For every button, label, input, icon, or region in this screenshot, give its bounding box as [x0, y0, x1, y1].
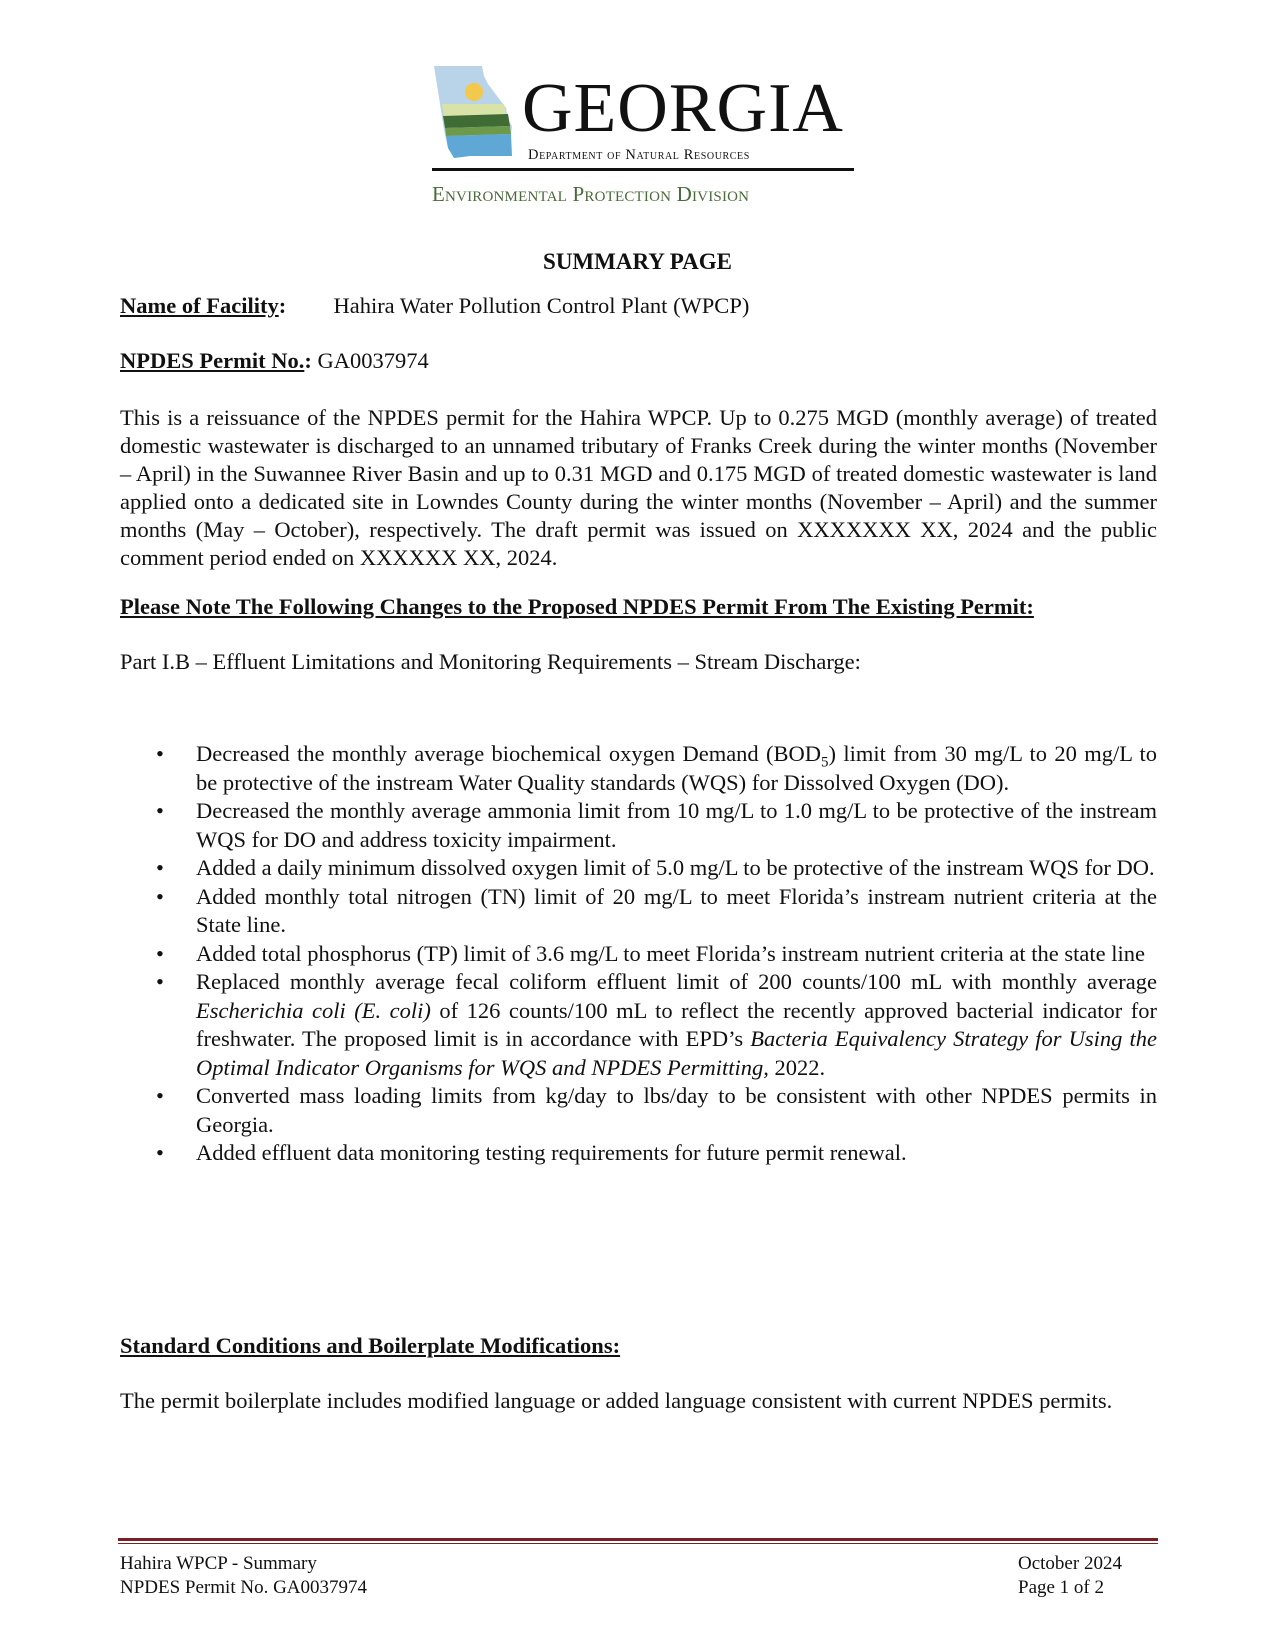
bullet-ecoli-text-c: 2022. — [768, 1054, 826, 1080]
list-item: • Added effluent data monitoring testing requirements for future permit renewal. — [120, 1139, 1157, 1168]
list-item: • Added monthly total nitrogen (TN) limit of 20 mg/L to meet Florida’s instream nutrient criteria at the State line. — [120, 883, 1157, 940]
list-item: • Converted mass loading limits from kg/day to lbs/day to be consistent with other NPDES permits in Georgia. — [120, 1082, 1157, 1139]
list-item: • Added a daily minimum dissolved oxygen limit of 5.0 mg/L to be protective of the instream WQS for DO. — [120, 854, 1157, 883]
facility-value: Hahira Water Pollution Control Plant (WPCP) — [333, 293, 750, 318]
georgia-state-map-icon — [430, 64, 520, 164]
footer-document-name: Hahira WPCP - Summary — [120, 1553, 317, 1574]
bullet-ecoli-species: Escherichia coli (E. coli) — [196, 997, 431, 1023]
changes-list — [120, 740, 1157, 1168]
permit-field: NPDES Permit No.: GA0037974 — [120, 348, 429, 373]
footer-divider-thin — [118, 1543, 1158, 1544]
list-item: • Added total phosphorus (TP) limit of 3.6 mg/L to meet Florida’s instream nutrient criteria at the state line — [120, 940, 1157, 969]
standard-conditions-heading: Standard Conditions and Boilerplate Modifications: — [120, 1333, 621, 1358]
intro-paragraph: This is a reissuance of the NPDES permit for the Hahira WPCP. Up to 0.275 MGD (monthly average) of treated domestic wastewater is discharged to an unnamed tributary of Franks Creek during the winter months (November – April) in the Suwannee River Basin and up to 0.31 MGD and 0.175 MGD of treated domestic wastewater is land applied onto a dedicated site in Lowndes County during the winter months (November – April) and the summer months (May – October), respectively. The draft permit was issued on XXXXXXX XX, 2024 and the public comment period ended on XXXXXX XX, 2024. — [120, 405, 1157, 570]
bullet-ecoli-strategy-title: Bacteria Equivalency Strategy for Using the Optimal Indicator Organisms for WQS and NPDES Permitting, — [196, 1026, 1158, 1080]
list-item: • Decreased the monthly average ammonia limit from 10 mg/L to 1.0 mg/L to be protective of the instream WQS for DO and address toxicity impairment. — [120, 797, 1157, 854]
bullet-ecoli-text-a: Replaced monthly average fecal coliform effluent limit of 200 counts/100 mL with monthly average — [196, 969, 1157, 994]
bod-subscript: 5 — [821, 754, 829, 771]
footer-right — [1018, 1552, 1122, 1600]
bullet-ecoli-text-b: of 126 counts/100 mL to reflect the recently approved bacterial indicator for freshwater. The proposed limit is in accordance with EPD’s — [196, 997, 1157, 1051]
footer-left — [120, 1552, 367, 1600]
footer-date: October 2024 — [1018, 1553, 1122, 1574]
footer-permit-number: NPDES Permit No. GA0037974 — [120, 1577, 368, 1598]
epd-logo — [430, 64, 860, 214]
page-number: Page 1 of 2 — [1018, 1577, 1105, 1598]
bullet-bod-text-end: ) limit from 30 mg/L to 20 mg/L to be protective of the instream Water Quality standards (WQS) for Dissolved Oxygen (DO). — [196, 741, 1157, 795]
list-item — [120, 968, 1157, 1082]
page-title: SUMMARY PAGE — [543, 249, 732, 274]
footer-divider — [118, 1538, 1158, 1541]
logo-department: Department of Natural Resources — [528, 147, 750, 163]
logo-title: GEORGIA — [522, 70, 844, 147]
logo-divider — [432, 168, 854, 171]
facility-field: Name of Facility: Hahira Water Pollution Control Plant (WPCP) — [120, 293, 750, 318]
standard-conditions-text: The permit boilerplate includes modified language or added language consistent with current NPDES permits. — [120, 1388, 1113, 1413]
list-item — [120, 740, 1157, 797]
bullet-bod-text: Decreased the monthly average biochemical oxygen Demand (BOD — [196, 741, 822, 766]
facility-label: Name of Facility — [120, 293, 279, 318]
permit-label: NPDES Permit No. — [120, 348, 305, 373]
part-label: Part I.B – Effluent Limitations and Monitoring Requirements – Stream Discharge: — [120, 649, 861, 674]
changes-heading: Please Note The Following Changes to the Proposed NPDES Permit From The Existing Permit: — [120, 594, 1034, 619]
logo-division: Environmental Protection Division — [432, 182, 750, 206]
permit-value: GA0037974 — [317, 348, 429, 373]
